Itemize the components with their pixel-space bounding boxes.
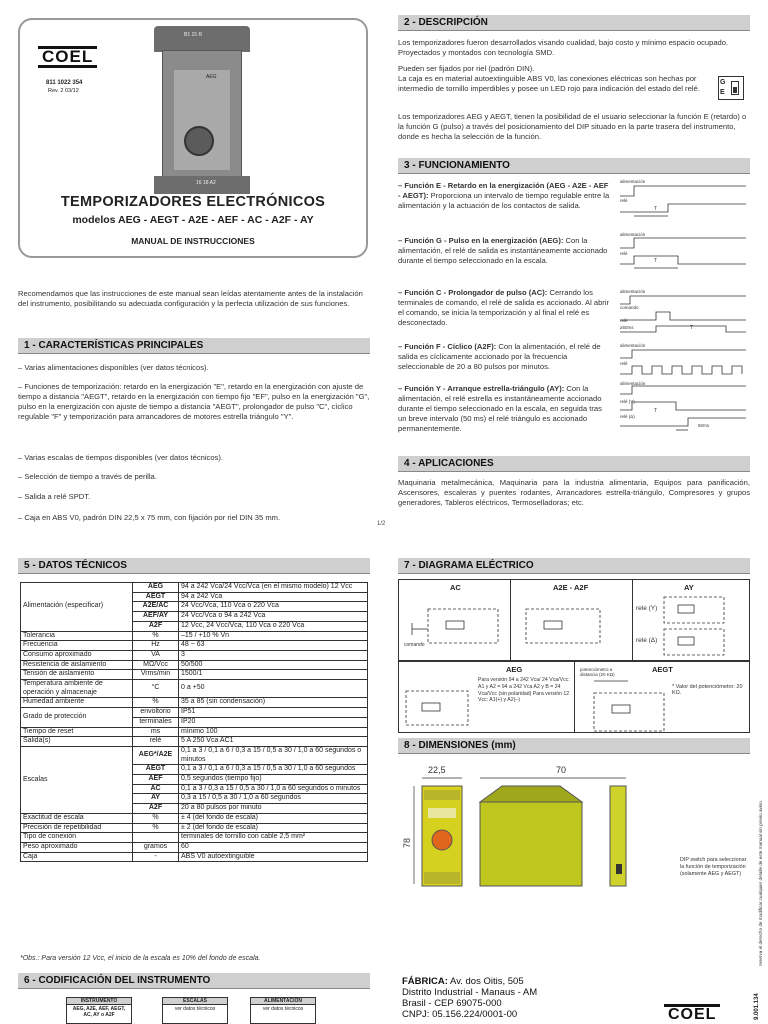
code-box-power: ALIMENTACIÓN ver datos técnicos bbox=[250, 997, 316, 1024]
section-4-title: 4 - APLICACIONES bbox=[398, 456, 750, 472]
wiring-top-diagrams bbox=[398, 579, 750, 661]
row-value: ± 4 (del fondo de escala) bbox=[179, 813, 368, 823]
section-2-title: 2 - DESCRIPCIÓN bbox=[398, 15, 750, 31]
row-unit: AEG*/A2E bbox=[133, 746, 179, 764]
section-4-text: Maquinaria metalmecánica, Maquinaria para la industria alimentaria, Equipos para panificación, Ascensores, escaleras y puentes rodantes, Arrancadores estrella-triángulo, Compresores y grupos generadores, Tableros eléctricos, Termoselladoras; etc. bbox=[398, 478, 750, 508]
row-value: 35 a 85 (sin condensación) bbox=[179, 698, 368, 708]
cover-title: TEMPORIZADORES ELECTRÓNICOS bbox=[60, 194, 326, 210]
table-row bbox=[21, 583, 368, 593]
row-value: –15 / +10 % Vn bbox=[179, 631, 368, 641]
row-value: 50/500 bbox=[179, 660, 368, 670]
row-unit: relé bbox=[133, 737, 179, 747]
row-value: 5 A 250 Vca AC1 bbox=[179, 737, 368, 747]
row-value: 94 a 242 Vca/24 Vcc/Vca (en el mismo modelo) 12 Vcc bbox=[179, 583, 368, 593]
aeg-note: Para versión 94 a 242 Vca/ 24 Vca/Vcc: A1 y A2 = 94 a 242 Vca A2 y B = 24 Vca/Vcc (sin polaridad) Para versión 12 Vcc: A1(+) y A2(–) bbox=[478, 677, 570, 704]
section-1-item: – Salida a relé SPDT. bbox=[18, 492, 91, 501]
page-number: 1/2 bbox=[377, 521, 386, 527]
row-unit: envoltorio bbox=[133, 708, 179, 718]
table-row bbox=[21, 670, 368, 680]
row-value: 20 a 80 pulsos por minuto bbox=[179, 804, 368, 814]
row-value: 60 bbox=[179, 842, 368, 852]
table-row bbox=[21, 727, 368, 737]
row-unit: AEF bbox=[133, 775, 179, 785]
table-row bbox=[21, 813, 368, 823]
row-label: Peso aproximado bbox=[21, 842, 133, 852]
section-1-title: 1 - CARACTERÍSTICAS PRINCIPALES bbox=[18, 338, 370, 354]
row-unit: AEGT bbox=[133, 765, 179, 775]
row-value: 0,1 a 3 / 0,1 a 6 / 0,3 a 15 / 0,5 a 30 / 1,0 a 60 segundos bbox=[179, 765, 368, 775]
coel-logo: COEL bbox=[38, 46, 97, 68]
row-label: Tensión de aislamiento bbox=[21, 670, 133, 680]
cover-panel bbox=[18, 18, 368, 258]
row-value: 0,1 a 3 / 0,1 a 6 / 0,3 a 15 / 0,5 a 30 / 1,0 a 60 segundos o minutos bbox=[179, 746, 368, 764]
row-unit: % bbox=[133, 813, 179, 823]
row-value: mínimo 100 bbox=[179, 727, 368, 737]
section-2-p2: Pueden ser fijados por riel (padrón DIN). bbox=[398, 64, 535, 73]
row-unit: A2E/AC bbox=[133, 602, 179, 612]
row-label: Caja bbox=[21, 852, 133, 862]
table-row bbox=[21, 823, 368, 833]
section-1-item: – Varias escalas de tiempos disponibles (ver datos técnicos). bbox=[18, 453, 223, 462]
row-unit: A2F bbox=[133, 621, 179, 631]
table-row bbox=[21, 680, 368, 698]
row-unit: AEF/AY bbox=[133, 612, 179, 622]
dimension-drawing bbox=[410, 760, 660, 890]
row-unit bbox=[133, 833, 179, 843]
row-value: 24 Vcc/Vca, 110 Vca o 220 Vca bbox=[179, 602, 368, 612]
dip-switch-icon: G E bbox=[718, 76, 744, 100]
section-2-p1: Los temporizadores fueron desarrollados visando cualidad, bajo costo y mínimo espacio ocupado. Proyectados y montados con tecnología SMD. bbox=[398, 38, 729, 58]
row-value: IP20 bbox=[179, 717, 368, 727]
dip-switch-note: DIP switch para seleccionar la función de temporización (solamente AEG y AEGT) bbox=[680, 857, 747, 878]
code-box-instrument: INSTRUMENTO AEG, A2E, AEF, AEGT, AC, AY o A2F bbox=[66, 997, 132, 1024]
dim-height: 78 bbox=[402, 837, 413, 849]
table-row bbox=[21, 650, 368, 660]
row-value: 0,5 segundos (tiempo fijo) bbox=[179, 775, 368, 785]
section-1-item: – Selección de tiempo a través de perilla. bbox=[18, 472, 157, 481]
wiring-bottom-diagrams bbox=[398, 661, 750, 733]
function-g-text: – Función G - Pulso en la energización (AEG): Con la alimentación, el relé de salida es instantáneamente accionado durante el tiempo seleccionado en la escala. bbox=[398, 236, 608, 266]
row-unit: - bbox=[133, 852, 179, 862]
row-unit: VA bbox=[133, 650, 179, 660]
row-unit: AEG bbox=[133, 583, 179, 593]
table-row bbox=[21, 842, 368, 852]
timing-diagrams bbox=[618, 176, 750, 451]
section-1-item: – Varias alimentaciones disponibles (ver datos técnicos). bbox=[18, 363, 209, 372]
row-value: terminales de tornillo con cable 2,5 mm² bbox=[179, 833, 368, 843]
aegt-note: * Valor del potenciómetro: 20 KΩ. bbox=[672, 684, 743, 696]
row-value: 0 a +50 bbox=[179, 680, 368, 698]
row-unit: AEGT bbox=[133, 592, 179, 602]
row-label: Escalas bbox=[21, 746, 133, 813]
table-row bbox=[21, 631, 368, 641]
function-e-text: – Función E - Retardo en la energización (AEG - A2E - AEF - AEGT): Proporciona un intervalo de tiempo regulable entre la alimentación y la actuación de los contactos de salida. bbox=[398, 181, 610, 211]
revision: Rev. 2 03/12 bbox=[48, 88, 79, 94]
row-label: Humedad ambiente bbox=[21, 698, 133, 708]
table-row bbox=[21, 660, 368, 670]
row-value: 94 a 242 Vca bbox=[179, 592, 368, 602]
doc-code: 9.001.134 bbox=[754, 993, 760, 1020]
table-row bbox=[21, 746, 368, 764]
table-row bbox=[21, 698, 368, 708]
row-label: Precisión de repetibilidad bbox=[21, 823, 133, 833]
section-2-p3: La caja es en material autoextinguible ABS V0, las conexiones eléctricas son hechas por intermedio de tornillo imperdibles y posee un LED rojo para indicación del estado del relé. bbox=[398, 74, 700, 94]
row-label: Resistencia de aislamiento bbox=[21, 660, 133, 670]
product-code: 811 1022 354 bbox=[46, 80, 83, 86]
table-row bbox=[21, 852, 368, 862]
row-label: Salida(s) bbox=[21, 737, 133, 747]
factory-address: FÁBRICA: Av. dos Oitis, 505 Distrito Industrial - Manaus - AM Brasil - CEP 69075-000 CNPJ: 05.156.224/0001-00 bbox=[402, 976, 538, 1020]
section-8-title: 8 - DIMENSIONES (mm) bbox=[398, 738, 750, 754]
row-value: 48 ~ 63 bbox=[179, 641, 368, 651]
row-value: ABS V0 autoextinguible bbox=[179, 852, 368, 862]
section-6-title: 6 - CODIFICACIÓN DEL INSTRUMENTO bbox=[18, 973, 370, 989]
row-label: Tipo de conexión bbox=[21, 833, 133, 843]
row-unit: gramos bbox=[133, 842, 179, 852]
table-note: *Obs.: Para versión 12 Vcc, el inicio de la escala es 10% del fondo de escala. bbox=[20, 955, 261, 962]
row-unit: A2F bbox=[133, 804, 179, 814]
row-unit: % bbox=[133, 698, 179, 708]
row-value: 24 Vcc/Vca o 94 a 242 Vca bbox=[179, 612, 368, 622]
row-unit: MΩ/Vcc bbox=[133, 660, 179, 670]
function-c-text: – Función C - Prolongador de pulso (AC): Cerrando los terminales de comando, el relé de salida es accionado. Al abrir el comando, se inicia la temporización y al final el relé es desconectado. bbox=[398, 288, 610, 328]
row-value: 1500/1 bbox=[179, 670, 368, 680]
section-1-item: – Funciones de temporización: retardo en la energización "E", retardo en la energización con ajuste de tiempo a distancia "AEGT", retardo en la energización con tiempo fijo "EF", pulso en la energización "G", pulso en la energización con ajuste de tiempo a distancia "AEGT", prolongador de pulso "C", cíclico regulable "F" y temporización para arrancadores de motores estrella triángulo "Y". bbox=[18, 382, 370, 422]
row-unit: Vrms/min bbox=[133, 670, 179, 680]
row-label: Tolerancia bbox=[21, 631, 133, 641]
table-row bbox=[21, 641, 368, 651]
row-value: IP51 bbox=[179, 708, 368, 718]
section-7-title: 7 - DIAGRAMA ELÉCTRICO bbox=[398, 558, 750, 574]
section-1-item: – Caja en ABS V0, padrón DIN 22,5 x 75 mm, con fijación por riel DIN 35 mm. bbox=[18, 513, 281, 522]
footer-coel-logo: COEL bbox=[664, 1004, 720, 1023]
row-unit: Hz bbox=[133, 641, 179, 651]
intro-text: Recomendamos que las instrucciones de este manual sean leídas atentamente antes de la instalación del instrumento, posibilitando su adecuada configuración y la perfecta utilización de sus funciones. bbox=[18, 289, 363, 309]
section-5-title: 5 - DATOS TÉCNICOS bbox=[18, 558, 370, 574]
row-unit: % bbox=[133, 631, 179, 641]
row-unit: AY bbox=[133, 794, 179, 804]
row-label: Frecuencia bbox=[21, 641, 133, 651]
row-value: 0,3 a 15 / 0,5 a 30 / 1,0 a 60 segundos bbox=[179, 794, 368, 804]
device-image: B1 15 R AEG 16 18 A2 bbox=[154, 26, 250, 194]
cover-models: modelos AEG - AEGT - A2E - AEF - AC - A2F - AY bbox=[72, 214, 314, 226]
row-unit: terminales bbox=[133, 717, 179, 727]
dim-width: 22,5 bbox=[428, 765, 446, 775]
technical-data-table bbox=[20, 582, 368, 862]
table-row bbox=[21, 737, 368, 747]
row-label: Temperatura ambiente de operación y almacenaje bbox=[21, 680, 133, 698]
row-value: ± 2 (del fondo de escala) bbox=[179, 823, 368, 833]
table-row bbox=[21, 833, 368, 843]
dim-depth: 70 bbox=[556, 765, 567, 775]
row-label: Alimentación (especificar) bbox=[21, 583, 133, 632]
section-2-p4: Los temporizadores AEG y AEGT, tienen la posibilidad de el usuario seleccionar la función E (retardo) o la función G (pulso) a través del posicionamiento del DIP situado en la parte trasera del instrumento, donde es hecha la selección de la función. bbox=[398, 112, 747, 142]
row-value: 3 bbox=[179, 650, 368, 660]
row-label: Exactitud de escala bbox=[21, 813, 133, 823]
cover-manual: MANUAL DE INSTRUCCIONES bbox=[131, 236, 255, 246]
row-unit: ms bbox=[133, 727, 179, 737]
legal-notice: reserva el derecho de modificar cualquier detalle de este manual sin previo aviso. bbox=[758, 800, 763, 966]
row-value: 0,1 a 3 / 0,3 a 15 / 0,5 a 30 / 1,0 a 60 segundos o minutos bbox=[179, 784, 368, 794]
code-box-scales: ESCALAS ver datos técnicos bbox=[162, 997, 228, 1024]
row-label: Tiempo de reset bbox=[21, 727, 133, 737]
function-f-text: – Función F - Cíclico (A2F): Con la alimentación, el relé de salida es cíclicamente accionado por la frecuencia seleccionable de 20 a 80 pulsos por minutos. bbox=[398, 342, 601, 372]
row-unit: % bbox=[133, 823, 179, 833]
section-3-title: 3 - FUNCIONAMIENTO bbox=[398, 158, 750, 174]
row-unit: AC bbox=[133, 784, 179, 794]
row-value: 12 Vcc, 24 Vcc/Vca, 110 Vca o 220 Vca bbox=[179, 621, 368, 631]
function-y-text: – Función Y - Arranque estrella-triángulo (AY): Con la alimentación, el relé estrella es instantáneamente accionado durante el tiempo seleccionado en la escala, en seguida tras un breve intervalo (50 ms) el relé triángulo es accionado permanentemente. bbox=[398, 384, 602, 434]
table-row bbox=[21, 708, 368, 718]
row-label: Grado de protección bbox=[21, 708, 133, 727]
row-label: Consumo aproximado bbox=[21, 650, 133, 660]
row-unit: °C bbox=[133, 680, 179, 698]
